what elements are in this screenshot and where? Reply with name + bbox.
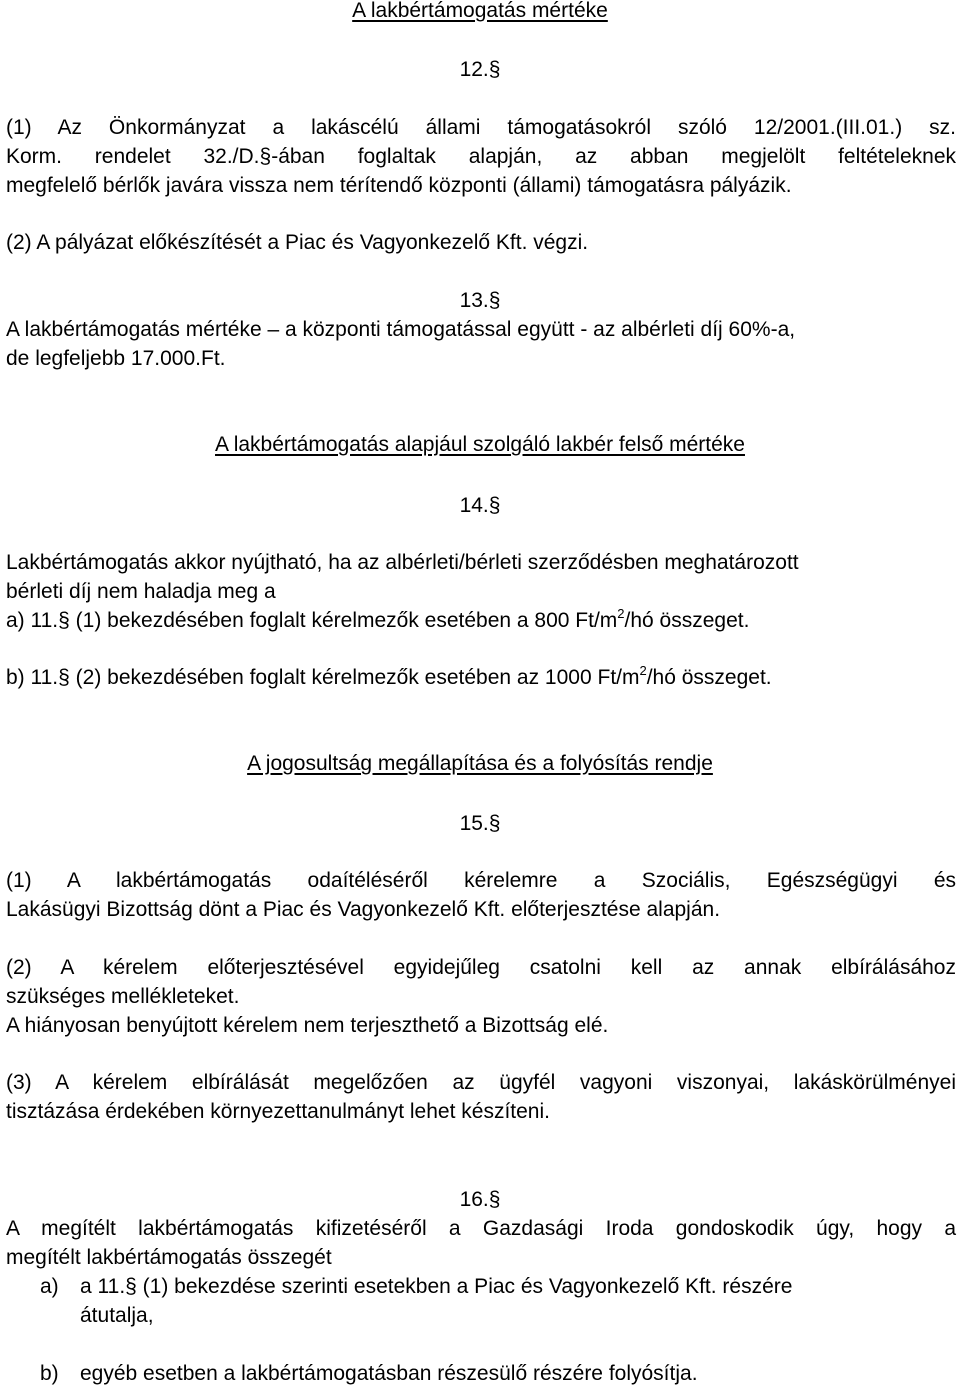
list-item-text: átutalja, — [80, 1304, 154, 1327]
section-heading: A jogosultság megállapítása és a folyósítás rendje — [247, 752, 713, 775]
paragraph-line: (3) A kérelem elbírálását megelőzően az ügyfél vagyoni viszonyai, lakáskörülményei — [6, 1071, 956, 1094]
section-number: 16.§ — [459, 1188, 501, 1211]
paragraph-line: Korm. rendelet 32./D.§-ában foglaltak alapján, az abban megjelölt feltételeknek — [6, 145, 956, 168]
list-item — [6, 665, 772, 691]
paragraph-line: tisztázása érdekében környezettanulmányt lehet készíteni. — [6, 1100, 550, 1123]
section-number: 13.§ — [459, 289, 501, 312]
section-heading: A lakbértámogatás mértéke — [352, 0, 608, 22]
paragraph-line: A lakbértámogatás mértéke – a központi támogatással együtt - az albérleti díj 60%-a, — [6, 318, 796, 341]
paragraph-line: (1) Az Önkormányzat a lakáscélú állami támogatásokról szóló 12/2001.(III.01.) sz. — [6, 116, 956, 139]
paragraph-line: Lakbértámogatás akkor nyújtható, ha az albérleti/bérleti szerződésben meghatározott — [6, 551, 799, 574]
paragraph-line: Lakásügyi Bizottság dönt a Piac és Vagyonkezelő Kft. előterjesztése alapján. — [6, 898, 721, 921]
paragraph-line: megfelelő bérlők javára vissza nem térítendő központi (állami) támogatásra pályázik. — [6, 174, 792, 197]
list-item-label: a) — [40, 1275, 59, 1298]
superscript: 2 — [639, 663, 647, 678]
list-item-text: egyéb esetben a lakbértámogatásban részesülő részére folyósítja. — [80, 1362, 698, 1385]
section-heading: A lakbértámogatás alapjául szolgáló lakbér felső mértéke — [215, 433, 745, 456]
paragraph-line: A megítélt lakbértámogatás kifizetéséről a Gazdasági Iroda gondoskodik úgy, hogy a — [6, 1217, 956, 1240]
section-number: 12.§ — [459, 58, 501, 81]
list-item-text: a) 11.§ (1) bekezdésében foglalt kérelmezők esetében a 800 Ft/m — [6, 609, 618, 632]
paragraph-line: de legfeljebb 17.000.Ft. — [6, 347, 226, 370]
paragraph-line: (1) A lakbértámogatás odaítéléséről kérelemre a Szociális, Egészségügyi és — [6, 869, 956, 892]
paragraph-line: (2) A pályázat előkészítését a Piac és Vagyonkezelő Kft. végzi. — [6, 231, 589, 254]
superscript: 2 — [617, 606, 625, 621]
list-item — [6, 608, 749, 634]
paragraph-line: A hiányosan benyújtott kérelem nem terjeszthető a Bizottság elé. — [6, 1014, 609, 1037]
list-item-text: /hó összeget. — [624, 609, 750, 632]
paragraph-line: megítélt lakbértámogatás összegét — [6, 1246, 332, 1269]
list-item-text: /hó összeget. — [646, 666, 772, 689]
list-item-label: b) — [40, 1362, 59, 1385]
section-number: 14.§ — [459, 494, 501, 517]
paragraph-line: bérleti díj nem haladja meg a — [6, 580, 276, 603]
list-item-text: a 11.§ (1) bekezdése szerinti esetekben a Piac és Vagyonkezelő Kft. részére — [80, 1275, 793, 1298]
section-number: 15.§ — [459, 812, 501, 835]
paragraph-line: (2) A kérelem előterjesztésével egyidejűleg csatolni kell az annak elbírálásához — [6, 956, 956, 979]
list-item-text: b) 11.§ (2) bekezdésében foglalt kérelmezők esetében az 1000 Ft/m — [6, 666, 640, 689]
paragraph-line: szükséges mellékleteket. — [6, 985, 240, 1008]
